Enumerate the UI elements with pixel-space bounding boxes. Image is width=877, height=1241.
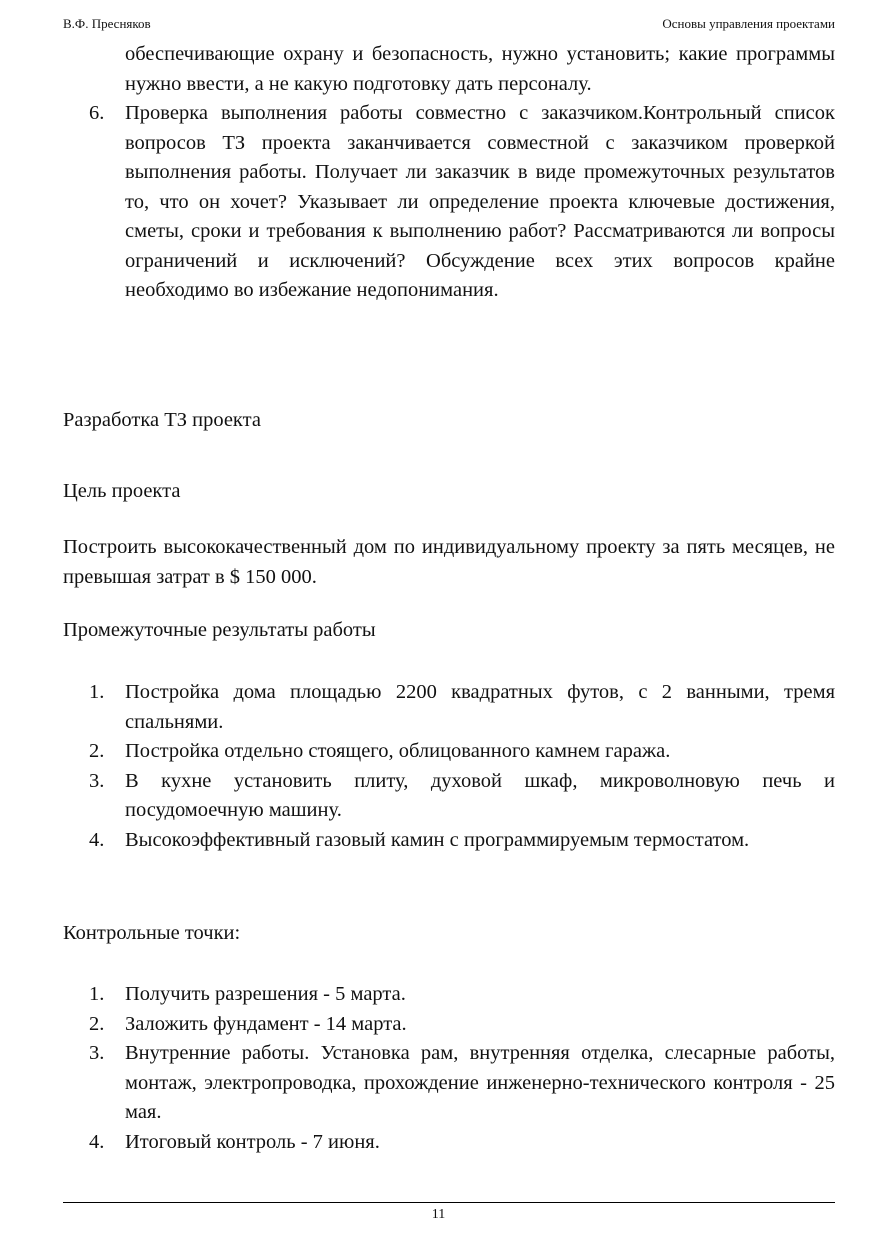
list-item-text: Заложить фундамент - 14 марта.: [125, 1012, 407, 1035]
footer-divider: [63, 1202, 835, 1203]
header-author: В.Ф. Пресняков: [63, 16, 151, 31]
list-item-text: Проверка выполнения работы совместно с заказчиком.Контрольный список вопросов ТЗ проекта заканчивается совместной с заказчиком проверкой выполнения работы. Получает ли заказчик в виде промежуточных результатов то, что он хочет? Указывает ли определение проекта ключевые достижения, сметы, сроки и требования к выполнению работ? Рассматриваются ли вопросы ограничений и исключений? Обсуждение всех этих вопросов крайне необходимо во избежание недопонимания.: [125, 102, 835, 301]
page-number: 11: [431, 1207, 446, 1222]
list-number: 3.: [89, 1042, 105, 1064]
list-item: [63, 826, 835, 856]
list-number: 3.: [89, 769, 105, 792]
list-item-continuation: [63, 40, 835, 99]
list-number: 4.: [89, 828, 105, 851]
header-title: Основы управления проектами: [662, 16, 835, 31]
list-item-text: Постройка отдельно стоящего, облицованного камнем гаража.: [125, 740, 671, 762]
list-item: [63, 737, 835, 767]
list-item: [63, 1128, 835, 1158]
checkpoints-heading: Контрольные точки:: [63, 922, 241, 944]
page-header: [63, 16, 835, 32]
list-item: [63, 1039, 835, 1128]
list-item: [63, 678, 835, 737]
list-item-text: Итоговый контроль - 7 июня.: [125, 1130, 380, 1153]
list-number: 6.: [89, 102, 105, 124]
list-number: 4.: [89, 1130, 105, 1153]
intermediate-list: [63, 678, 835, 855]
list-item: [63, 767, 835, 826]
list-number: 2.: [89, 1012, 105, 1035]
continuation-text: обеспечивающие охрану и безопасность, нужно установить; какие программы нужно ввести, а не какую подготовку дать персоналу.: [125, 43, 835, 95]
continued-list: [63, 40, 835, 306]
list-number: 1.: [89, 983, 105, 1005]
intermediate-heading: Промежуточные результаты работы: [63, 619, 376, 641]
list-item-text: Высокоэффективный газовый камин с программируемым термостатом.: [125, 828, 750, 851]
list-item-6: [63, 99, 835, 306]
list-item: [63, 1010, 835, 1040]
list-item: [63, 980, 835, 1010]
section-title: Разработка ТЗ проекта: [63, 409, 261, 431]
goal-heading: Цель проекта: [63, 480, 181, 502]
checkpoints-list: [63, 980, 835, 1157]
list-number: 2.: [89, 740, 105, 762]
list-item-text: В кухне установить плиту, духовой шкаф, микроволновую печь и посудомоечную машину.: [125, 769, 835, 821]
goal-text: Построить высококачественный дом по индивидуальному проекту за пять месяцев, не превышая затрат в $ 150 000.: [63, 536, 835, 588]
list-item-text: Получить разрешения - 5 марта.: [125, 983, 406, 1005]
list-item-text: Постройка дома площадью 2200 квадратных футов, с 2 ванными, тремя спальнями.: [125, 681, 835, 733]
list-item-text: Внутренние работы. Установка рам, внутренняя отделка, слесарные работы, монтаж, электропроводка, прохождение инженерно-технического контроля - 25 мая.: [125, 1042, 835, 1123]
list-number: 1.: [89, 681, 105, 703]
